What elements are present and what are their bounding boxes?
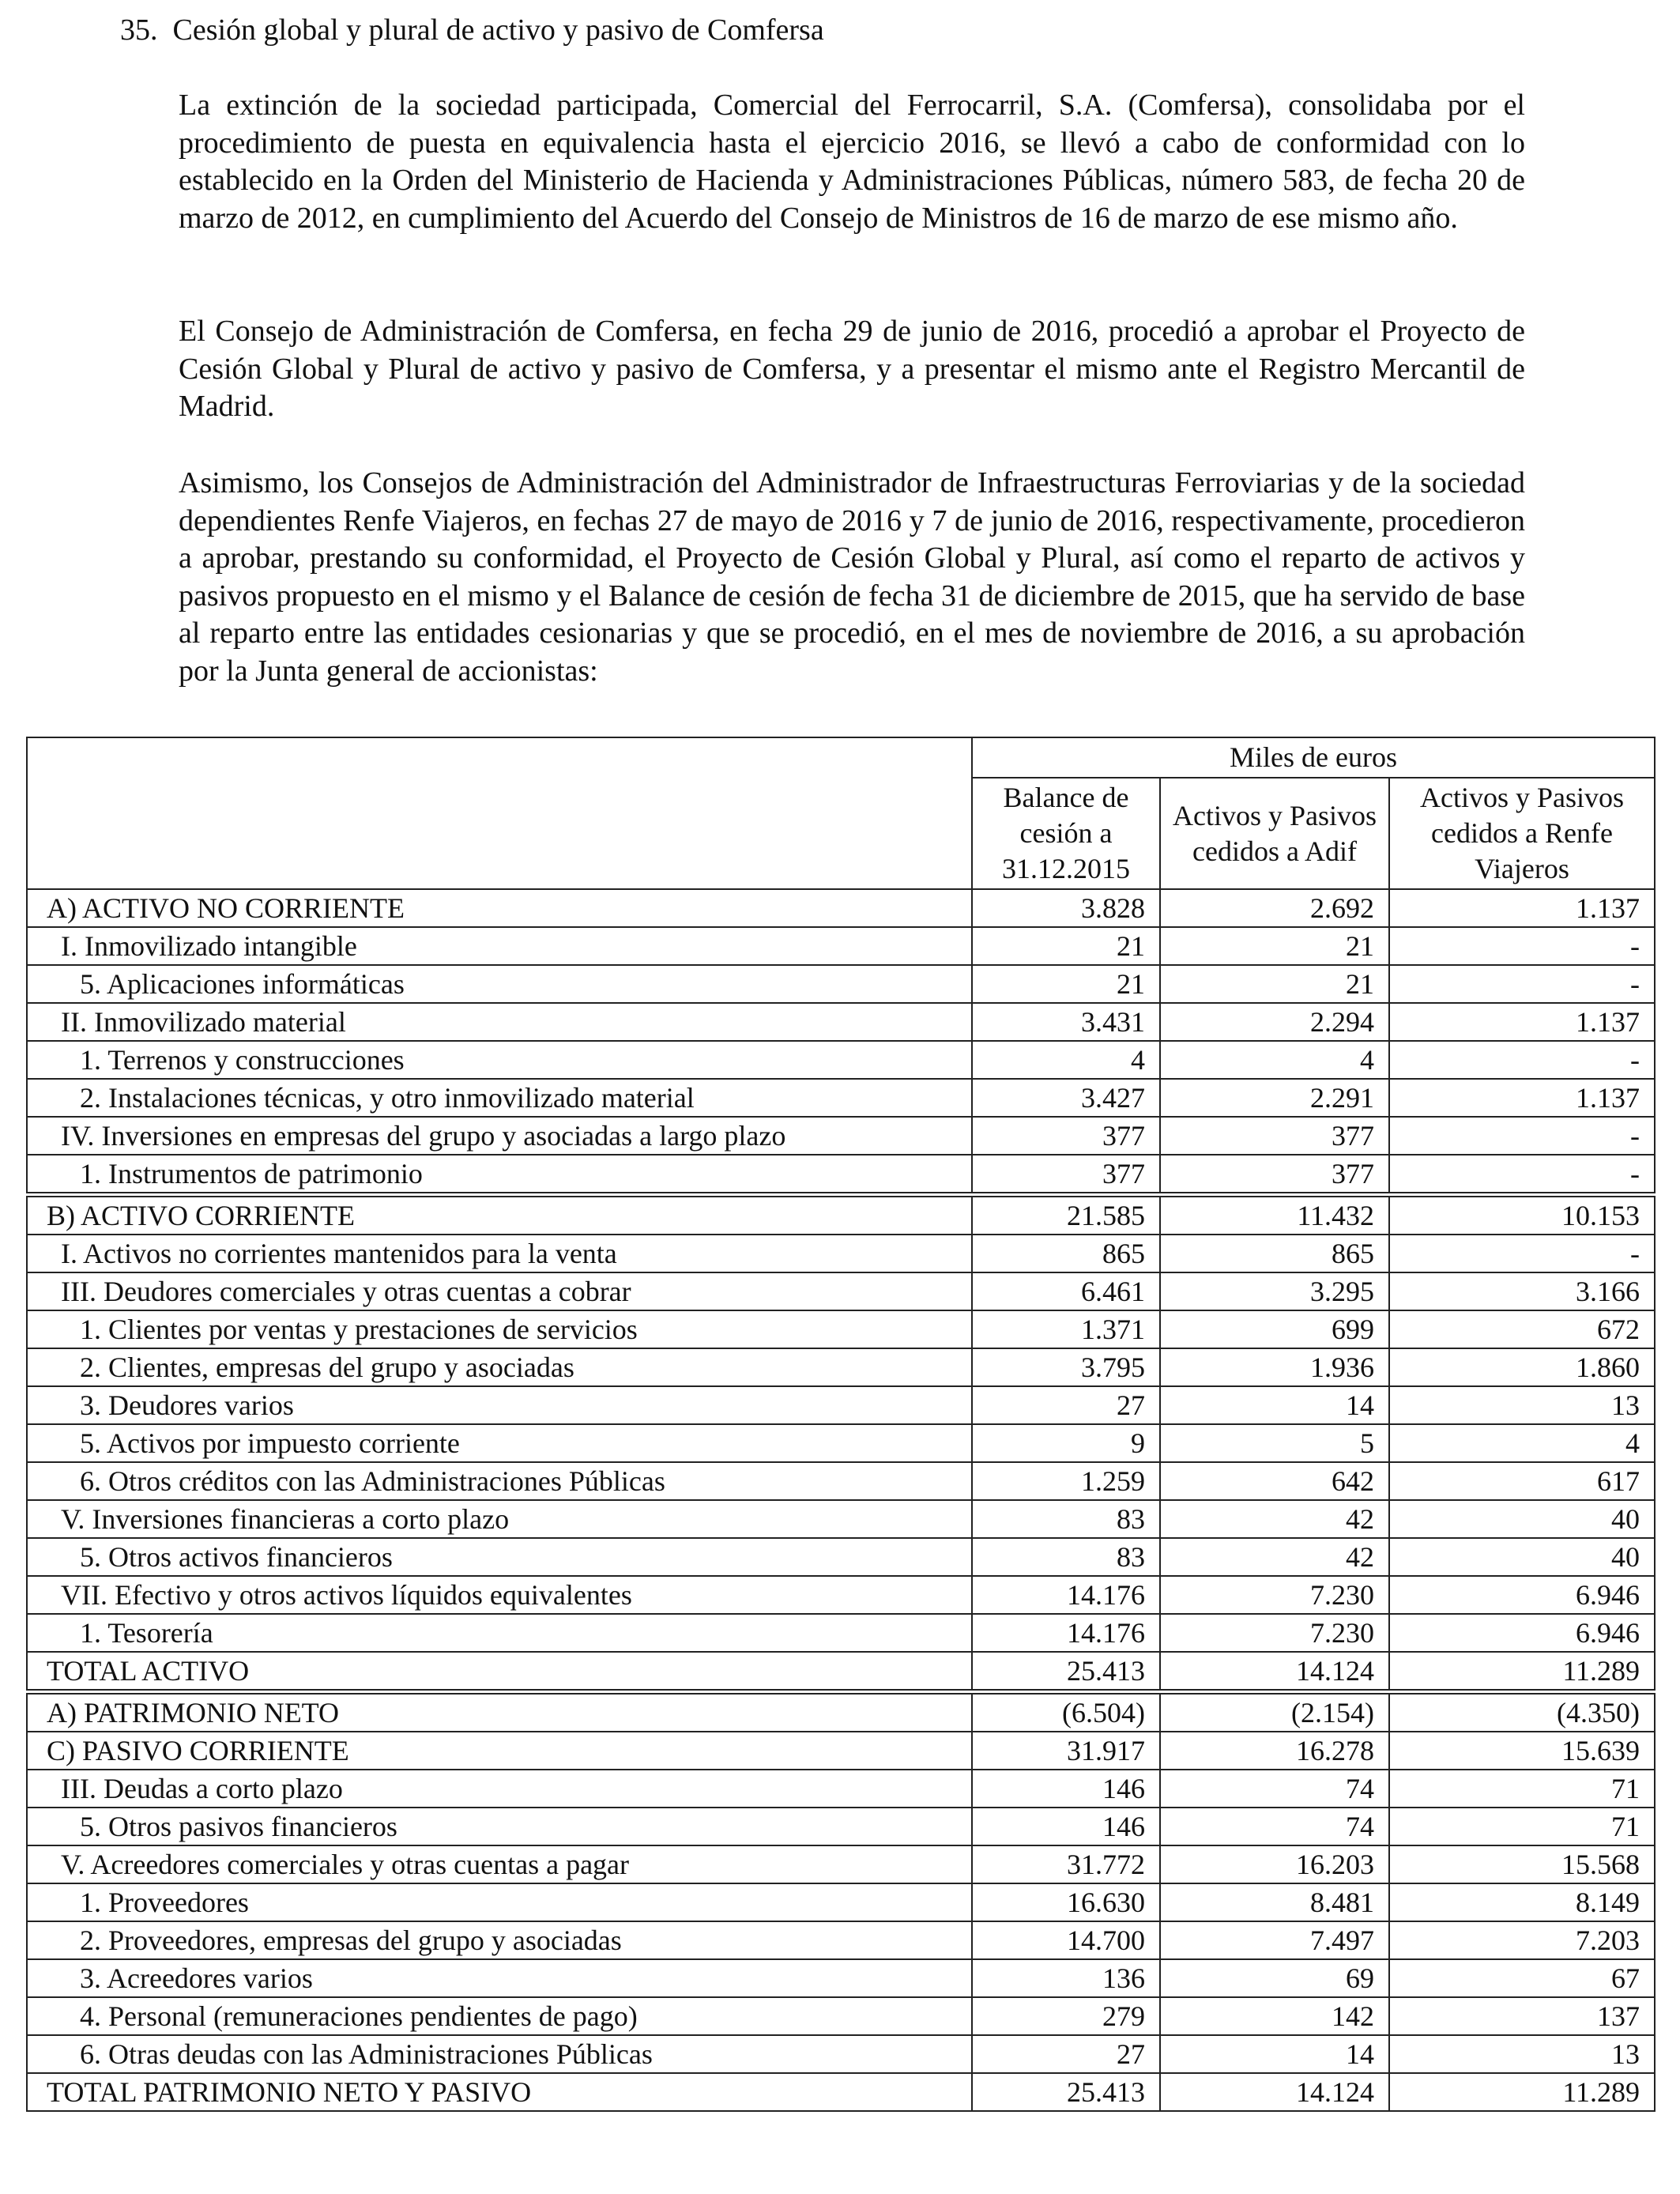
- table-row: [27, 1424, 1655, 1462]
- paragraph-consejo: El Consejo de Administración de Comfersa, en fecha 29 de junio de 2016, procedió a aprobar el Proyecto de Cesión Global y Plural de activo y pasivo de Comfersa, y a presentar el mismo ante el Registro Mercantil de Madrid.: [179, 315, 1525, 423]
- value-balance: 14.176: [972, 1576, 1160, 1614]
- value-adif: 21: [1160, 965, 1389, 1003]
- table-row: [27, 1155, 1655, 1195]
- row-label: 1. Proveedores: [27, 1883, 972, 1921]
- table-row: [27, 1576, 1655, 1614]
- table-row: [27, 1538, 1655, 1576]
- row-label: II. Inmovilizado material: [27, 1003, 972, 1041]
- value-adif: 2.291: [1160, 1079, 1389, 1117]
- table-row: [27, 1348, 1655, 1386]
- value-renfe: 13: [1389, 1386, 1655, 1424]
- table-row: [27, 2035, 1655, 2073]
- row-label: V. Inversiones financieras a corto plazo: [27, 1500, 972, 1538]
- value-balance: 27: [972, 1386, 1160, 1424]
- value-balance: 3.828: [972, 889, 1160, 927]
- table-row: [27, 2073, 1655, 2111]
- value-adif: 1.936: [1160, 1348, 1389, 1386]
- value-balance: 16.630: [972, 1883, 1160, 1921]
- value-adif: 3.295: [1160, 1272, 1389, 1310]
- row-label: 3. Acreedores varios: [27, 1959, 972, 1997]
- table-row: [27, 1041, 1655, 1079]
- row-label: 5. Otros pasivos financieros: [27, 1808, 972, 1845]
- value-adif: 2.692: [1160, 889, 1389, 927]
- value-renfe: 3.166: [1389, 1272, 1655, 1310]
- value-adif: 21: [1160, 927, 1389, 965]
- table-row: [27, 1235, 1655, 1272]
- value-adif: 16.278: [1160, 1732, 1389, 1770]
- value-balance: 14.176: [972, 1614, 1160, 1652]
- value-renfe: 7.203: [1389, 1921, 1655, 1959]
- table-row: [27, 1462, 1655, 1500]
- value-balance: 21.585: [972, 1195, 1160, 1235]
- value-renfe: 15.568: [1389, 1845, 1655, 1883]
- value-renfe: 13: [1389, 2035, 1655, 2073]
- table-row: [27, 965, 1655, 1003]
- value-adif: 14.124: [1160, 1652, 1389, 1692]
- value-renfe: 617: [1389, 1462, 1655, 1500]
- value-balance: 83: [972, 1538, 1160, 1576]
- value-renfe: 11.289: [1389, 1652, 1655, 1692]
- paragraph-extincion: La extinción de la sociedad participada, Comercial del Ferrocarril, S.A. (Comfersa), consolidaba por el procedimiento de puesta en equivalencia hasta el ejercicio 2016, se llevó a cabo de conformidad con lo establecido en la Orden del Ministerio de Hacienda y Administraciones Públicas, número 583, de fecha 20 de marzo de 2012, en cumplimiento del Acuerdo del Consejo de Ministros de 16 de marzo de ese mismo año.: [179, 89, 1525, 235]
- value-renfe: 672: [1389, 1310, 1655, 1348]
- value-balance: 83: [972, 1500, 1160, 1538]
- value-balance: 1.371: [972, 1310, 1160, 1348]
- table-row: [27, 1770, 1655, 1808]
- table-row: [27, 1195, 1655, 1235]
- value-balance: 4: [972, 1041, 1160, 1079]
- row-label: TOTAL ACTIVO: [27, 1652, 972, 1692]
- value-balance: 279: [972, 1997, 1160, 2035]
- row-label: 6. Otros créditos con las Administraciones Públicas: [27, 1462, 972, 1500]
- row-label: 1. Instrumentos de patrimonio: [27, 1155, 972, 1195]
- value-renfe: -: [1389, 1041, 1655, 1079]
- table-row: [27, 1500, 1655, 1538]
- row-label: 1. Terrenos y construcciones: [27, 1041, 972, 1079]
- value-balance: 9: [972, 1424, 1160, 1462]
- value-renfe: -: [1389, 965, 1655, 1003]
- value-balance: 146: [972, 1808, 1160, 1845]
- value-adif: 865: [1160, 1235, 1389, 1272]
- value-renfe: -: [1389, 1117, 1655, 1155]
- row-label: 1. Clientes por ventas y prestaciones de servicios: [27, 1310, 972, 1348]
- value-adif: 42: [1160, 1500, 1389, 1538]
- value-adif: 14: [1160, 2035, 1389, 2073]
- value-renfe: 8.149: [1389, 1883, 1655, 1921]
- value-adif: 16.203: [1160, 1845, 1389, 1883]
- row-label: V. Acreedores comerciales y otras cuentas a pagar: [27, 1845, 972, 1883]
- row-label: A) PATRIMONIO NETO: [27, 1692, 972, 1732]
- value-renfe: 1.137: [1389, 1079, 1655, 1117]
- row-label: III. Deudas a corto plazo: [27, 1770, 972, 1808]
- value-balance: 21: [972, 927, 1160, 965]
- table-row: [27, 1997, 1655, 2035]
- row-label: A) ACTIVO NO CORRIENTE: [27, 889, 972, 927]
- value-adif: 7.497: [1160, 1921, 1389, 1959]
- table-row: [27, 1003, 1655, 1041]
- value-renfe: 71: [1389, 1808, 1655, 1845]
- row-label: I. Inmovilizado intangible: [27, 927, 972, 965]
- row-label: I. Activos no corrientes mantenidos para la venta: [27, 1235, 972, 1272]
- table-row: [27, 1079, 1655, 1117]
- value-renfe: 1.860: [1389, 1348, 1655, 1386]
- value-balance: 377: [972, 1117, 1160, 1155]
- value-balance: 25.413: [972, 1652, 1160, 1692]
- value-renfe: 71: [1389, 1770, 1655, 1808]
- column-header-renfe: Activos y Pasivos cedidos a Renfe Viajeros: [1389, 778, 1655, 889]
- row-label: C) PASIVO CORRIENTE: [27, 1732, 972, 1770]
- value-renfe: -: [1389, 1235, 1655, 1272]
- row-label: 2. Clientes, empresas del grupo y asociadas: [27, 1348, 972, 1386]
- value-balance: 31.772: [972, 1845, 1160, 1883]
- value-balance: 136: [972, 1959, 1160, 1997]
- value-renfe: 6.946: [1389, 1614, 1655, 1652]
- row-label: IV. Inversiones en empresas del grupo y asociadas a largo plazo: [27, 1117, 972, 1155]
- value-adif: 14: [1160, 1386, 1389, 1424]
- row-label: 2. Instalaciones técnicas, y otro inmovilizado material: [27, 1079, 972, 1117]
- value-adif: 4: [1160, 1041, 1389, 1079]
- value-renfe: 40: [1389, 1538, 1655, 1576]
- value-renfe: 15.639: [1389, 1732, 1655, 1770]
- value-balance: 27: [972, 2035, 1160, 2073]
- value-adif: 7.230: [1160, 1576, 1389, 1614]
- balance-table: [26, 737, 1656, 2112]
- table-row: [27, 1959, 1655, 1997]
- header-blank-cell: [27, 737, 972, 889]
- table-row: [27, 1845, 1655, 1883]
- table-row: [27, 1386, 1655, 1424]
- table-row: [27, 1652, 1655, 1692]
- units-header: Miles de euros: [972, 737, 1655, 778]
- value-balance: 865: [972, 1235, 1160, 1272]
- table-row: [27, 1808, 1655, 1845]
- row-label: VII. Efectivo y otros activos líquidos equivalentes: [27, 1576, 972, 1614]
- column-header-adif: Activos y Pasivos cedidos a Adif: [1160, 778, 1389, 889]
- value-renfe: 137: [1389, 1997, 1655, 2035]
- value-adif: 69: [1160, 1959, 1389, 1997]
- value-balance: 14.700: [972, 1921, 1160, 1959]
- value-adif: 74: [1160, 1770, 1389, 1808]
- value-balance: 6.461: [972, 1272, 1160, 1310]
- value-renfe: 40: [1389, 1500, 1655, 1538]
- table-row: [27, 1117, 1655, 1155]
- value-adif: 699: [1160, 1310, 1389, 1348]
- value-balance: 3.427: [972, 1079, 1160, 1117]
- value-adif: 7.230: [1160, 1614, 1389, 1652]
- value-adif: 142: [1160, 1997, 1389, 2035]
- row-label: 2. Proveedores, empresas del grupo y asociadas: [27, 1921, 972, 1959]
- value-balance: 3.431: [972, 1003, 1160, 1041]
- row-label: 5. Otros activos financieros: [27, 1538, 972, 1576]
- value-renfe: 1.137: [1389, 1003, 1655, 1041]
- row-label: 6. Otras deudas con las Administraciones Públicas: [27, 2035, 972, 2073]
- row-label: 1. Tesorería: [27, 1614, 972, 1652]
- value-adif: 642: [1160, 1462, 1389, 1500]
- row-label: 4. Personal (remuneraciones pendientes de pago): [27, 1997, 972, 2035]
- table-row: [27, 1272, 1655, 1310]
- table-row: [27, 1614, 1655, 1652]
- row-label: B) ACTIVO CORRIENTE: [27, 1195, 972, 1235]
- table-row: [27, 1310, 1655, 1348]
- table-row: [27, 1732, 1655, 1770]
- value-renfe: 6.946: [1389, 1576, 1655, 1614]
- value-adif: 74: [1160, 1808, 1389, 1845]
- value-renfe: -: [1389, 927, 1655, 965]
- row-label: 5. Aplicaciones informáticas: [27, 965, 972, 1003]
- value-renfe: (4.350): [1389, 1692, 1655, 1732]
- row-label: III. Deudores comerciales y otras cuentas a cobrar: [27, 1272, 972, 1310]
- value-adif: 8.481: [1160, 1883, 1389, 1921]
- value-adif: 2.294: [1160, 1003, 1389, 1041]
- value-balance: (6.504): [972, 1692, 1160, 1732]
- value-balance: 1.259: [972, 1462, 1160, 1500]
- value-renfe: 10.153: [1389, 1195, 1655, 1235]
- value-renfe: 67: [1389, 1959, 1655, 1997]
- paragraph-asimismo: Asimismo, los Consejos de Administración del Administrador de Infraestructuras Ferroviarias y de la sociedad dependientes Renfe Viajeros, en fechas 27 de mayo de 2016 y 7 de junio de 2016, respectivamente, procedieron a aprobar, prestando su conformidad, el Proyecto de Cesión Global y Plural, así como el reparto de activos y pasivos propuesto en el mismo y el Balance de cesión de fecha 31 de diciembre de 2015, que ha servido de base al reparto entre las entidades cesionarias y que se procedió, en el mes de noviembre de 2016, a su aprobación por la Junta general de accionistas:: [179, 466, 1525, 688]
- value-adif: 14.124: [1160, 2073, 1389, 2111]
- value-balance: 21: [972, 965, 1160, 1003]
- value-adif: (2.154): [1160, 1692, 1389, 1732]
- value-renfe: 1.137: [1389, 889, 1655, 927]
- value-adif: 5: [1160, 1424, 1389, 1462]
- table-row: [27, 927, 1655, 965]
- row-label: 5. Activos por impuesto corriente: [27, 1424, 972, 1462]
- value-adif: 11.432: [1160, 1195, 1389, 1235]
- table-header-row-units: [27, 737, 1655, 778]
- value-renfe: -: [1389, 1155, 1655, 1195]
- value-adif: 377: [1160, 1117, 1389, 1155]
- table-row: [27, 1692, 1655, 1732]
- value-adif: 42: [1160, 1538, 1389, 1576]
- table-row: [27, 889, 1655, 927]
- row-label: TOTAL PATRIMONIO NETO Y PASIVO: [27, 2073, 972, 2111]
- value-renfe: 11.289: [1389, 2073, 1655, 2111]
- value-balance: 25.413: [972, 2073, 1160, 2111]
- row-label: 3. Deudores varios: [27, 1386, 972, 1424]
- value-balance: 31.917: [972, 1732, 1160, 1770]
- table-row: [27, 1921, 1655, 1959]
- value-adif: 377: [1160, 1155, 1389, 1195]
- value-balance: 377: [972, 1155, 1160, 1195]
- table-row: [27, 1883, 1655, 1921]
- section-heading: 35. Cesión global y plural de activo y pasivo de Comfersa: [120, 13, 824, 47]
- column-header-balance: Balance de cesión a 31.12.2015: [972, 778, 1160, 889]
- value-renfe: 4: [1389, 1424, 1655, 1462]
- value-balance: 3.795: [972, 1348, 1160, 1386]
- value-balance: 146: [972, 1770, 1160, 1808]
